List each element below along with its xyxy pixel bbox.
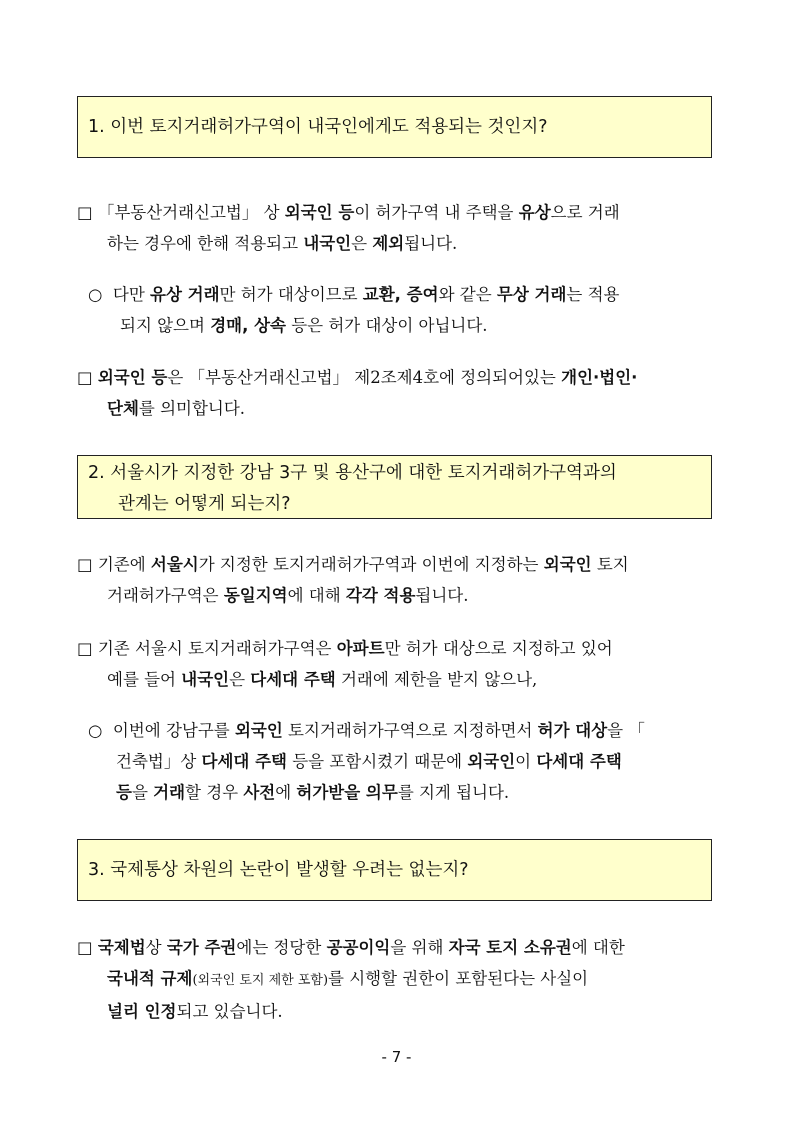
emphasis: 국제법 <box>97 938 146 957</box>
emphasis: 유상 거래 <box>150 285 220 304</box>
emphasis: 개인·법인· <box>561 368 638 387</box>
answer-paragraph: □ 외국인 등은 「부동산거래신고법」 제2조제4호에 정의되어있는 개인·법인· 단체를 의미합니다. <box>77 368 638 418</box>
emphasis: 제외 <box>372 234 405 253</box>
emphasis: 외국인 등 <box>284 203 355 222</box>
question-box-3 <box>77 839 712 901</box>
emphasis: 공공이익 <box>326 938 391 957</box>
circle-bullet: ○ <box>88 721 103 740</box>
page-number: - 7 - <box>381 1048 412 1066</box>
square-bullet: □ <box>77 368 93 387</box>
emphasis: 다세대 주택 <box>536 752 622 771</box>
question-title-line1: 2. 서울시가 지정한 강남 3구 및 용산구에 대한 토지거래허가구역과의 <box>88 463 617 483</box>
parenthetical-note: (외국인 토지 제한 포함) <box>192 973 329 988</box>
emphasis: 동일지역 <box>223 586 288 605</box>
emphasis: 허가 대상 <box>537 721 608 740</box>
square-bullet: □ <box>77 555 93 574</box>
emphasis: 내국인 <box>181 670 230 689</box>
emphasis: 외국인 <box>543 555 592 574</box>
emphasis: 각각 적용 <box>345 586 416 605</box>
emphasis: 국내적 규제 <box>107 969 193 988</box>
square-bullet: □ <box>77 203 93 222</box>
square-bullet: □ <box>77 938 93 957</box>
emphasis: 다세대 주택 <box>250 670 336 689</box>
question-title: 1. 이번 토지거래허가구역이 내국인에게도 적용되는 것인지? <box>88 117 548 137</box>
answer-paragraph: □ 국제법상 국가 주권에는 정당한 공공이익을 위해 자국 토지 소유권에 대한 국내적 규제(외국인 토지 제한 포함)를 시행할 권한이 포함된다는 사실이 널리 인정되고 있습니다. <box>77 938 625 1021</box>
answer-paragraph: □ 기존 서울시 토지거래허가구역은 아파트만 허가 대상으로 지정하고 있어 예를 들어 내국인은 다세대 주택 거래에 제한을 받지 않으나, <box>77 639 613 689</box>
emphasis: 외국인 <box>467 752 516 771</box>
emphasis: 거래 <box>153 783 186 802</box>
emphasis: 등 <box>116 783 132 802</box>
emphasis: 다세대 주택 <box>201 752 287 771</box>
emphasis: 사전 <box>243 783 276 802</box>
emphasis: 교환, 증여 <box>362 285 439 304</box>
answer-paragraph: □ 「부동산거래신고법」 상 외국인 등이 허가구역 내 주택을 유상으로 거래 하는 경우에 한해 적용되고 내국인은 제외됩니다. <box>77 203 620 253</box>
answer-subparagraph: ○ 이번에 강남구를 외국인 토지거래허가구역으로 지정하면서 허가 대상을 「 건축법」상 다세대 주택 등을 포함시켰기 때문에 외국인이 다세대 주택 등을 거래할 경우 사전에 허가받을 의무를 지게 됩니다. <box>88 721 645 802</box>
question-box-2 <box>77 455 712 519</box>
emphasis: 널리 인정 <box>107 1002 177 1021</box>
emphasis: 내국인 <box>303 234 352 253</box>
question-box-1 <box>77 96 712 158</box>
emphasis: 국가 주권 <box>166 938 237 957</box>
question-title-line2: 관계는 어떻게 되는지? <box>118 494 291 514</box>
question-title: 3. 국제통상 차원의 논란이 발생할 우려는 없는지? <box>88 860 469 880</box>
circle-bullet: ○ <box>88 285 103 304</box>
emphasis: 자국 토지 소유권 <box>448 938 572 957</box>
emphasis: 경매, 상속 <box>210 316 286 335</box>
emphasis: 외국인 <box>234 721 283 740</box>
emphasis: 아파트 <box>336 639 385 658</box>
emphasis: 허가받을 의무 <box>296 783 398 802</box>
emphasis: 외국인 등 <box>97 368 168 387</box>
emphasis: 무상 거래 <box>496 285 567 304</box>
answer-subparagraph: ○ 다만 유상 거래만 허가 대상이므로 교환, 증여와 같은 무상 거래는 적용 되지 않으며 경매, 상속 등은 허가 대상이 아닙니다. <box>88 285 620 335</box>
emphasis: 단체 <box>107 399 139 418</box>
answer-paragraph: □ 기존에 서울시가 지정한 토지거래허가구역과 이번에 지정하는 외국인 토지 거래허가구역은 동일지역에 대해 각각 적용됩니다. <box>77 555 629 605</box>
emphasis: 서울시 <box>150 555 199 574</box>
square-bullet: □ <box>77 639 93 658</box>
emphasis: 유상 <box>518 203 551 222</box>
